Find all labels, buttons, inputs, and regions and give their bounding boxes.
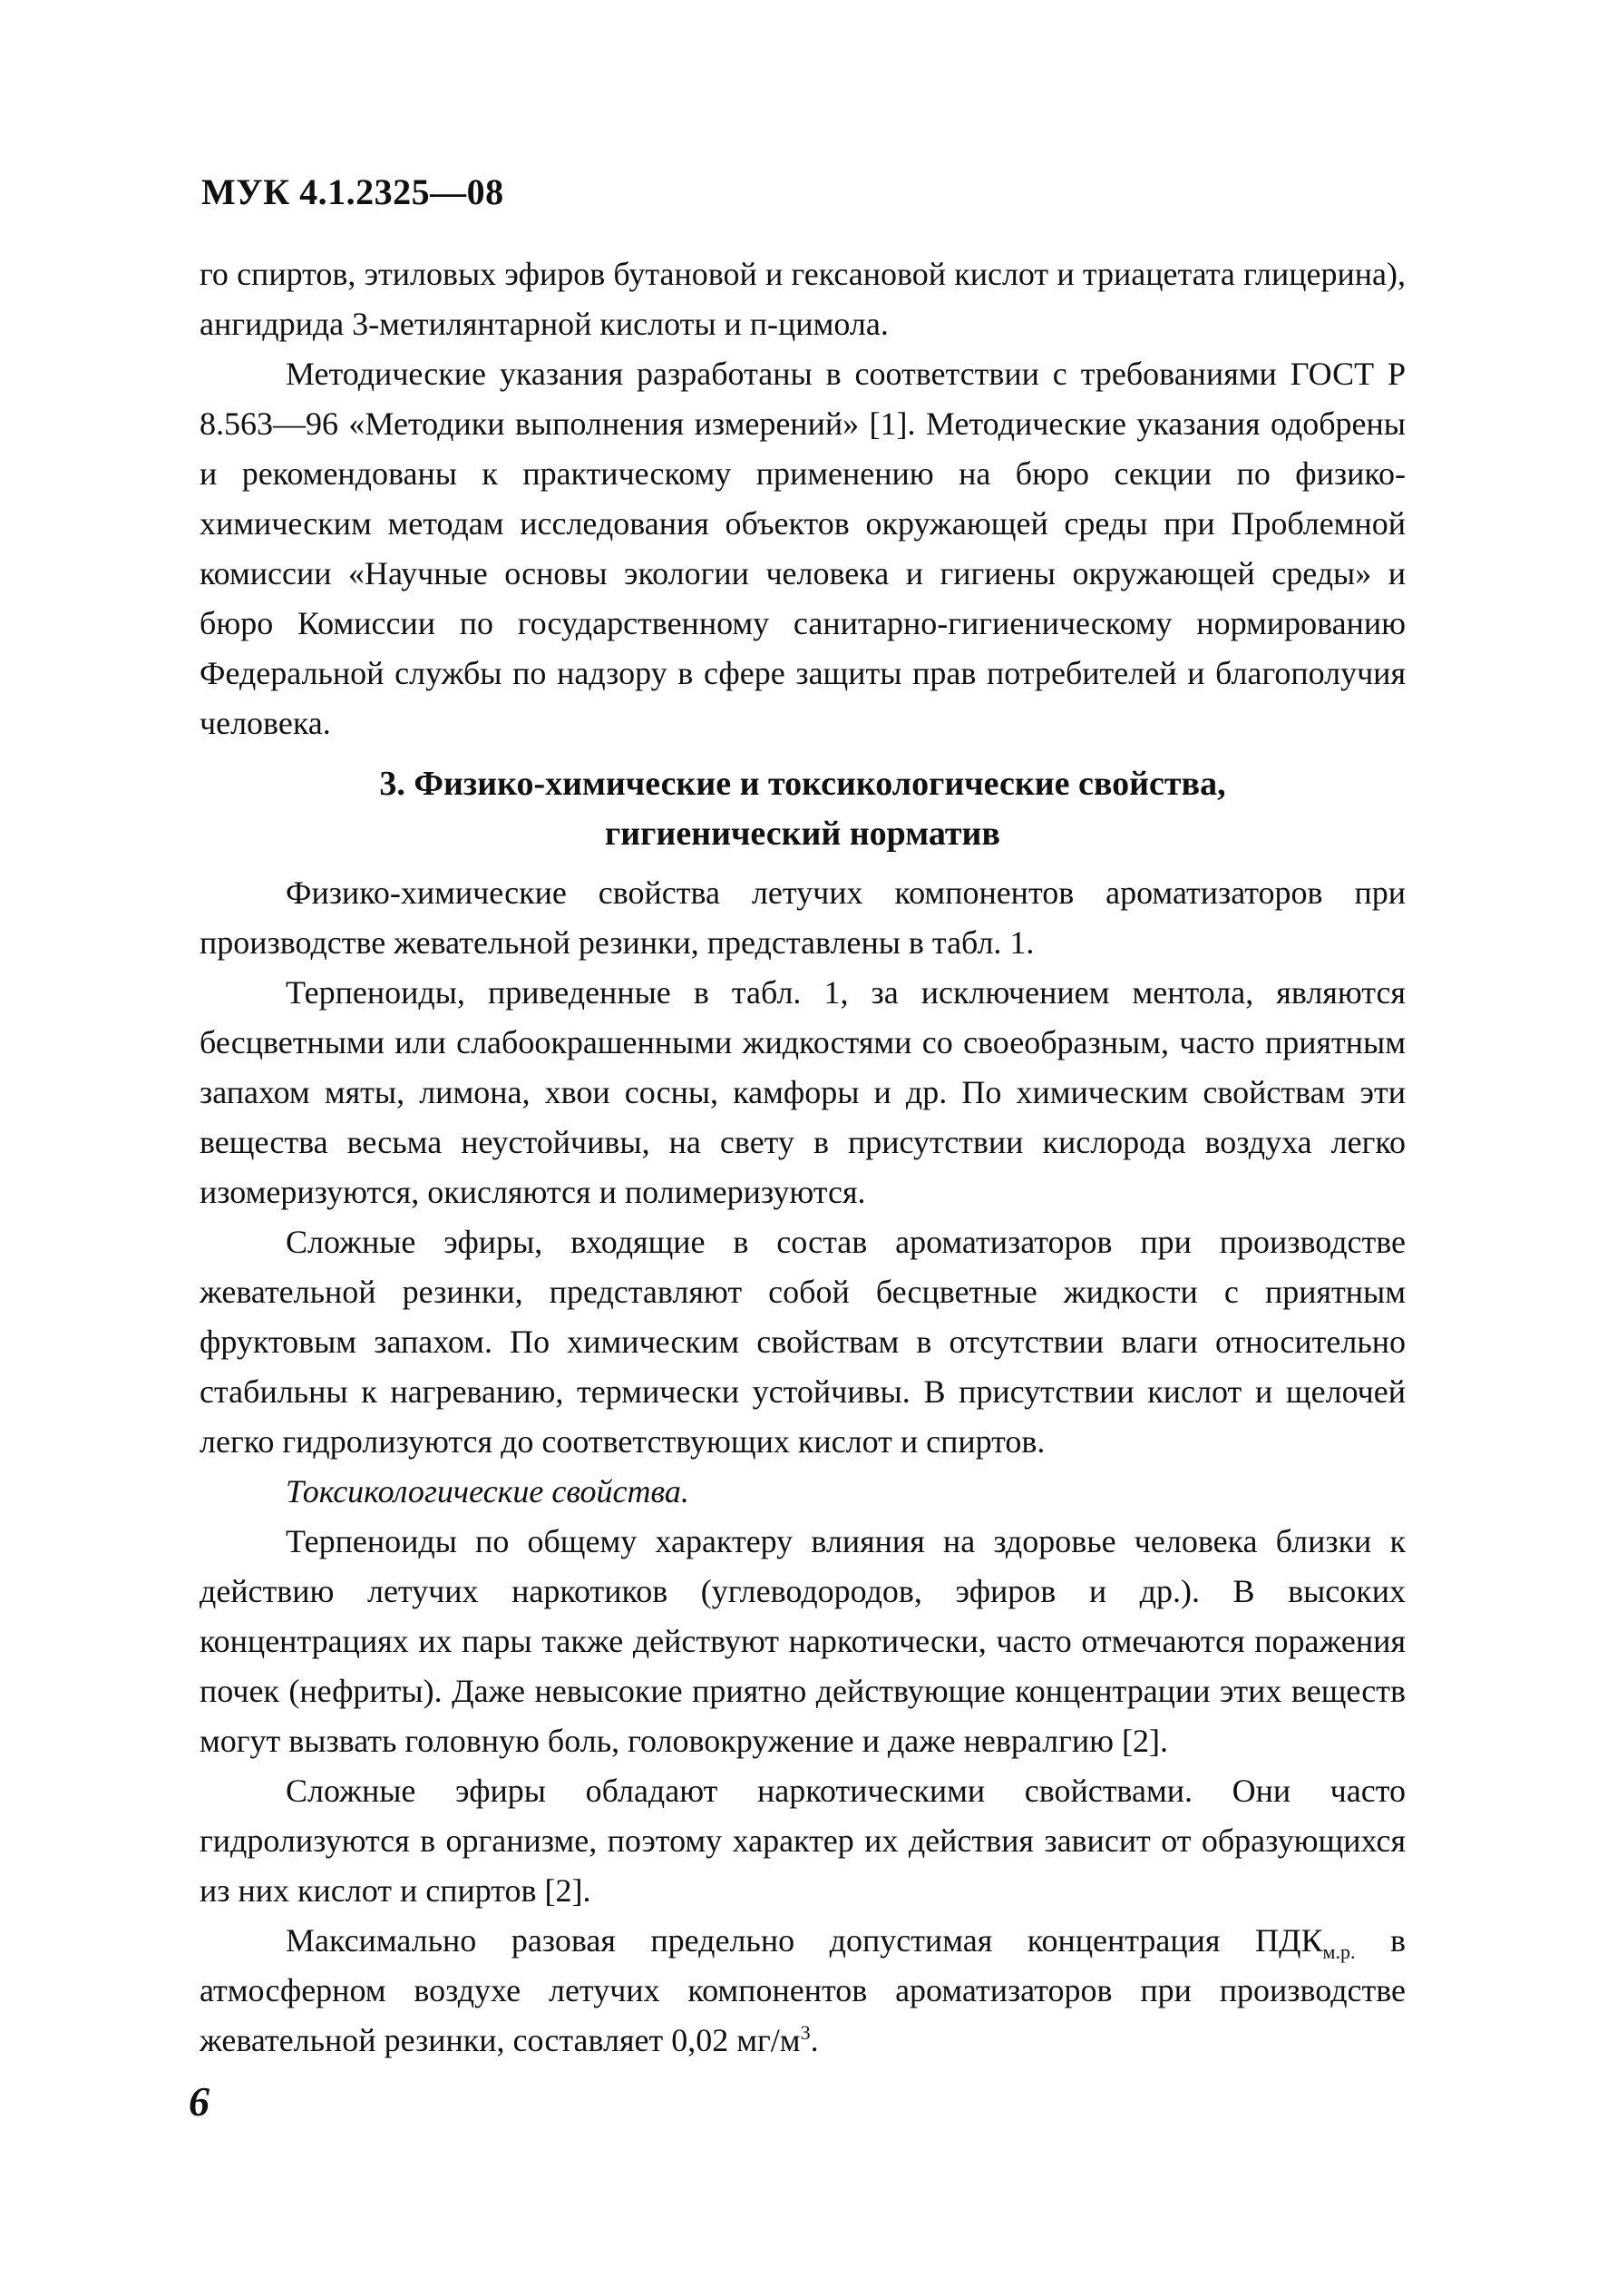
paragraph-esters: Сложные эфиры, входящие в состав ароматизаторов при производстве жевательной резинки, представляют собой бесцветные жидкости с приятным фруктовым запахом. По химическим свойствам в отсутствии влаги относительно стабильны к нагреванию, термически устойчивы. В присутствии кислот и щелочей легко гидролизуются до соответствующих кислот и спиртов. [200, 1224, 1406, 1460]
page-content [200, 249, 1406, 2066]
mpc-text-part1: Максимально разовая предельно допустимая концентрация ПДК [286, 1922, 1323, 1959]
section-3-title-line1: 3. Физико-химические и токсикологические свойства, [379, 765, 1226, 803]
mpc-text-part2: в атмосферном воздухе летучих компонентов ароматизаторов при производстве жевательной резинки, составляет 0,02 мг/м [200, 1922, 1406, 2058]
paragraph-methodology: Методические указания разработаны в соответствии с требованиями ГОСТ Р 8.563—96 «Методики выполнения измерений» [1]. Методические указания одобрены и рекомендованы к практическому применению на бюро секции по физико-химическим методам исследования объектов окружающей среды при Проблемной комиссии «Научные основы экологии человека и гигиены окружающей среды» и бюро Комиссии по государственному санитарно-гигиеническому нормированию Федеральной службы по надзору в сфере защиты прав потребителей и благополучия человека. [200, 356, 1406, 741]
paragraph-mpc [200, 1916, 1406, 2066]
toxicology-heading: Токсикологические свойства. [286, 1473, 689, 1509]
paragraph-continuation: го спиртов, этиловых эфиров бутановой и гексановой кислот и триацетата глицерина), ангидрида 3-метилянтарной кислоты и п-цимола. [200, 256, 1406, 342]
document-code-header: МУК 4.1.2325—08 [201, 171, 504, 212]
paragraph-tox-terpenoids: Терпеноиды по общему характеру влияния на здоровье человека близки к действию летучих наркотиков (углеводородов, эфиров и др.). В высоких концентрациях их пары также действуют наркотически, часто отмечаются поражения почек (нефриты). Даже невысокие приятно действующие концентрации этих веществ могут вызвать головную боль, головокружение и даже невралгию [2]. [200, 1523, 1406, 1759]
paragraph-physchem: Физико-химические свойства летучих компонентов ароматизаторов при производстве жевательной резинки, представлены в табл. 1. [200, 874, 1406, 961]
page-number: 6 [189, 2078, 209, 2125]
section-3-title [200, 759, 1406, 859]
mpc-superscript: 3 [800, 2021, 811, 2044]
paragraph-tox-esters: Сложные эфиры обладают наркотическими свойствами. Они часто гидролизуются в организме, поэтому характер их действия зависит от образующихся из них кислот и спиртов [2]. [200, 1773, 1406, 1909]
mpc-subscript: м.р. [1322, 1940, 1356, 1964]
mpc-text-end: . [810, 2022, 819, 2058]
paragraph-terpenoids: Терпеноиды, приведенные в табл. 1, за исключением ментола, являются бесцветными или слабоокрашенными жидкостями со своеобразным, часто приятным запахом мяты, лимона, хвои сосны, камфоры и др. По химическим свойствам эти вещества весьма неустойчивы, на свету в присутствии кислорода воздуха легко изомеризуются, окисляются и полимеризуются. [200, 974, 1406, 1210]
section-3-title-line2: гигиенический норматив [605, 815, 1000, 853]
